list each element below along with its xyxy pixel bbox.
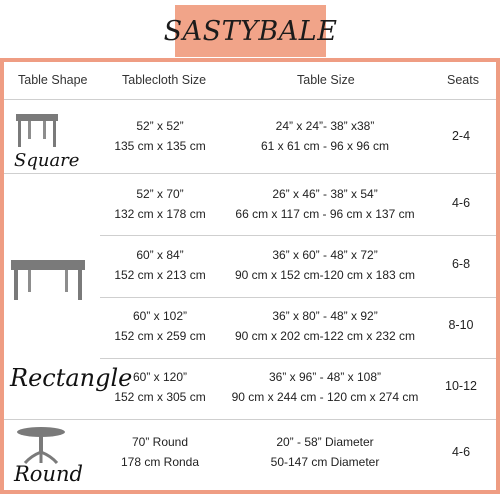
table-size-cm: 90 cm x 152 cm-120 cm x 183 cm xyxy=(234,268,416,282)
cloth-size-cm: 178 cm Ronda xyxy=(120,455,200,469)
table-size-cm: 50-147 cm Diameter xyxy=(270,455,380,469)
row-divider xyxy=(100,297,496,298)
seats-value: 6-8 xyxy=(451,257,471,271)
row-divider xyxy=(100,235,496,236)
cloth-size-in: 60” x 102” xyxy=(132,309,188,323)
row-divider xyxy=(4,419,496,420)
cloth-size-cm: 135 cm x 135 cm xyxy=(114,139,206,153)
table-size-in: 20” - 58” Diameter xyxy=(276,435,374,449)
row-divider xyxy=(100,358,496,359)
table-size-in: 36” x 60” - 48” x 72” xyxy=(272,248,378,262)
header-table-size: Table Size xyxy=(297,73,355,87)
table-size-in: 24” x 24”- 38” x38” xyxy=(275,119,375,133)
cloth-size-cm: 132 cm x 178 cm xyxy=(114,207,206,221)
cloth-size-in: 52” x 70” xyxy=(136,187,184,201)
table-size-in: 26” x 46” - 38” x 54” xyxy=(272,187,378,201)
seats-value: 10-12 xyxy=(445,379,477,393)
row-divider xyxy=(4,173,496,174)
table-size-cm: 90 cm x 244 cm - 120 cm x 274 cm xyxy=(231,390,419,404)
row-divider xyxy=(4,99,496,100)
cloth-size-cm: 152 cm x 213 cm xyxy=(114,268,206,282)
cloth-size-in: 70” Round xyxy=(131,435,189,449)
shape-label-round: Round xyxy=(14,462,83,486)
table-size-cm: 61 x 61 cm - 96 x 96 cm xyxy=(260,139,390,153)
brand-name: SASTYBALE xyxy=(163,15,338,47)
cloth-size-in: 60” x 120” xyxy=(132,370,188,384)
header-seats: Seats xyxy=(447,73,479,87)
header-tablecloth-size: Tablecloth Size xyxy=(122,73,207,87)
seats-value: 4-6 xyxy=(451,445,471,459)
shape-label-rectangle: Rectangle xyxy=(10,364,133,392)
cloth-size-cm: 152 cm x 305 cm xyxy=(114,390,206,404)
table-size-cm: 66 cm x 117 cm - 96 cm x 137 cm xyxy=(235,207,415,221)
seats-value: 4-6 xyxy=(451,196,471,210)
brand-banner xyxy=(163,5,338,57)
header-table-shape: Table Shape xyxy=(18,73,88,87)
seats-value: 8-10 xyxy=(448,318,474,332)
cloth-size-in: 52” x 52” xyxy=(136,119,184,133)
table-size-in: 36” x 96” - 48” x 108” xyxy=(268,370,382,384)
seats-value: 2-4 xyxy=(451,129,471,143)
table-size-in: 36” x 80” - 48” x 92” xyxy=(272,309,378,323)
cloth-size-cm: 152 cm x 259 cm xyxy=(114,329,206,343)
square-table-icon xyxy=(14,110,60,150)
cloth-size-in: 60” x 84” xyxy=(136,248,184,262)
round-table-icon xyxy=(15,426,67,466)
rectangle-table-icon xyxy=(10,257,86,303)
shape-label-square: Square xyxy=(14,150,80,171)
table-size-cm: 90 cm x 202 cm-122 cm x 232 cm xyxy=(234,329,416,343)
